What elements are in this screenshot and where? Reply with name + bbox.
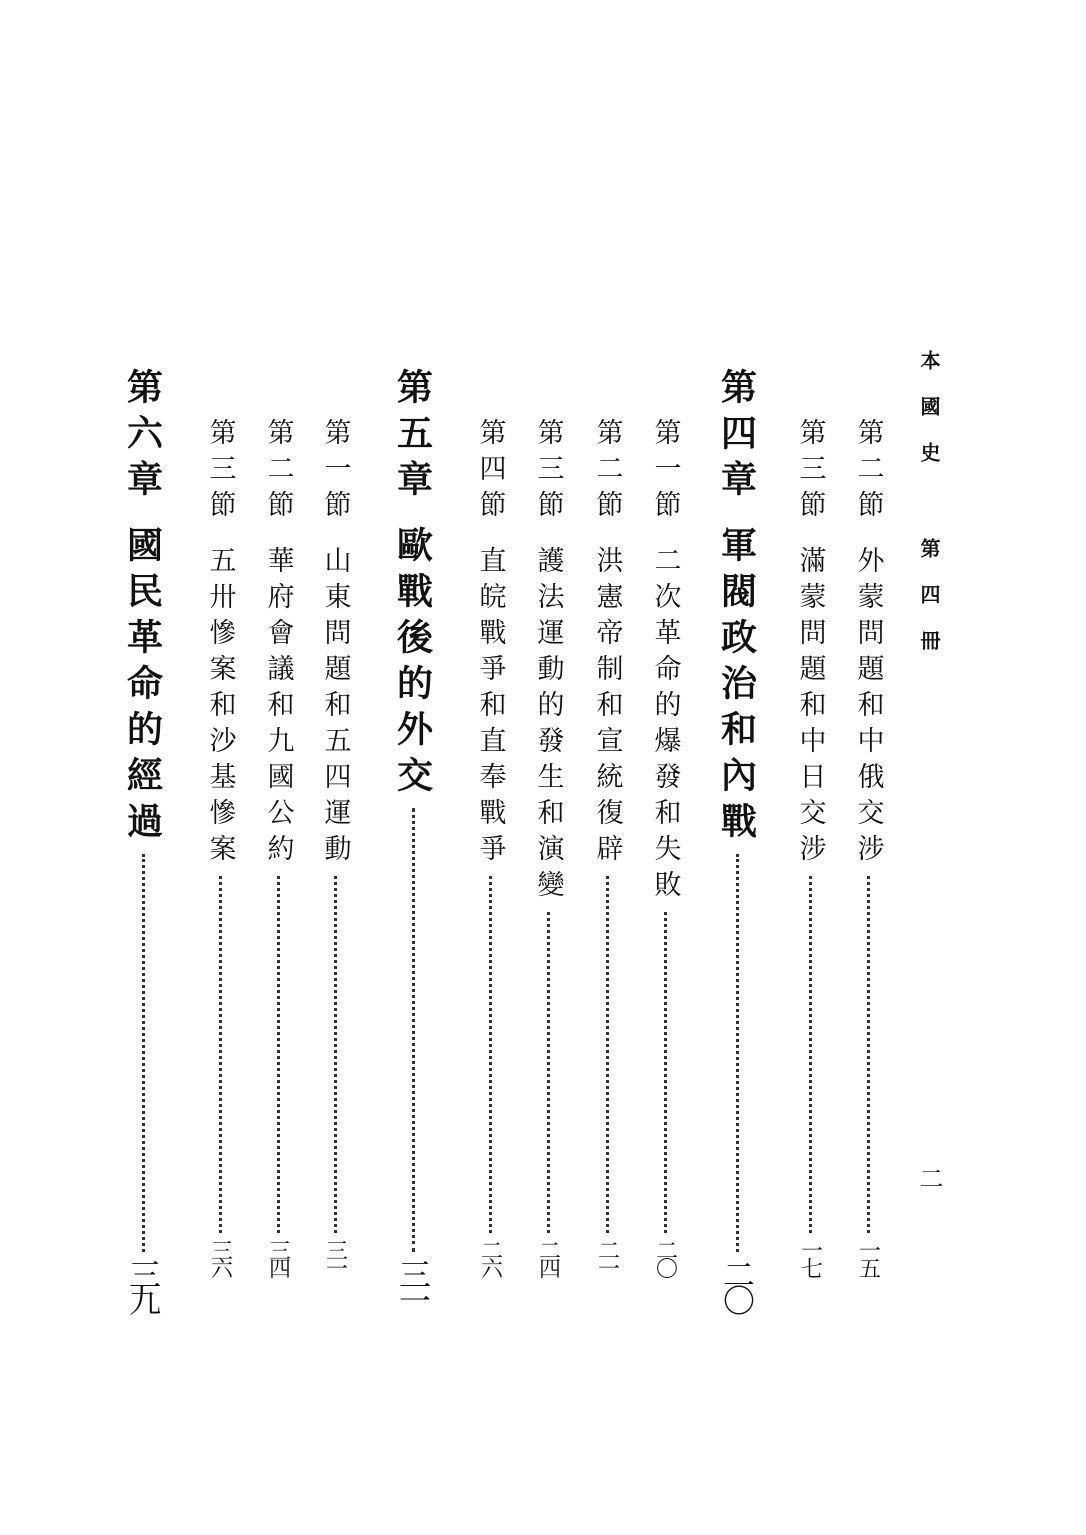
entry-page-number: 一七 xyxy=(797,1239,823,1275)
entry-page-number: 三一 xyxy=(322,1239,348,1275)
entry-title: 外蒙問題和中俄交涉 xyxy=(852,546,884,870)
toc-chapter-entry xyxy=(118,368,168,1310)
entry-title: 軍閥政治和內戰 xyxy=(715,526,758,848)
entry-title: 華府會議和九國公約 xyxy=(262,546,294,870)
running-header xyxy=(912,350,947,1190)
entry-page-number: 三六 xyxy=(207,1239,233,1275)
entry-label: 第一節 xyxy=(319,418,351,526)
dot-leader xyxy=(334,876,337,1233)
entry-label: 第二節 xyxy=(852,418,884,526)
toc-section-entry xyxy=(645,418,685,1275)
entry-label: 第四節 xyxy=(474,418,506,526)
dot-leader xyxy=(809,876,812,1233)
dot-leader xyxy=(736,854,739,1252)
entry-page-number: 二六 xyxy=(477,1239,503,1275)
dot-leader xyxy=(277,876,280,1233)
entry-page-number: 三四 xyxy=(265,1239,291,1275)
toc-section-entry xyxy=(528,418,568,1275)
toc-section-entry xyxy=(848,418,888,1275)
entry-page-number: 一五 xyxy=(855,1239,881,1275)
entry-title: 歐戰後的外交 xyxy=(391,526,434,802)
toc-section-entry xyxy=(315,418,355,1275)
dot-leader xyxy=(489,876,492,1233)
toc-chapter-entry xyxy=(388,368,438,1310)
entry-label: 第二節 xyxy=(591,418,623,526)
entry-page-number: 二〇 xyxy=(652,1239,678,1275)
dot-leader xyxy=(664,912,667,1233)
entry-title: 護法運動的發生和演變 xyxy=(532,546,564,906)
toc-chapter-entry xyxy=(712,368,762,1310)
dot-leader xyxy=(219,876,222,1233)
entry-label: 第三節 xyxy=(204,418,236,526)
entry-title: 直皖戰爭和直奉戰爭 xyxy=(474,546,506,870)
dot-leader xyxy=(606,876,609,1233)
dot-leader xyxy=(547,912,550,1233)
entry-page-number: 二一 xyxy=(594,1239,620,1275)
entry-page-number: 三九 xyxy=(124,1258,162,1310)
entry-label: 第三節 xyxy=(532,418,564,526)
entry-label: 第五章 xyxy=(391,368,434,506)
toc-section-entry xyxy=(470,418,510,1275)
entry-label: 第三節 xyxy=(794,418,826,526)
toc-section-entry xyxy=(258,418,298,1275)
dot-leader xyxy=(867,876,870,1233)
entry-title: 洪憲帝制和宣統復辟 xyxy=(591,546,623,870)
toc-section-entry xyxy=(587,418,627,1275)
entry-title: 滿蒙問題和中日交涉 xyxy=(794,546,826,870)
entry-page-number: 三一 xyxy=(394,1258,432,1310)
book-title: 本國史 第四冊 xyxy=(917,350,941,676)
page-number: 二 xyxy=(915,1166,943,1190)
toc-section-entry xyxy=(200,418,240,1275)
entry-title: 五卅慘案和沙基慘案 xyxy=(204,546,236,870)
entry-page-number: 二〇 xyxy=(718,1258,756,1310)
toc-section-entry xyxy=(790,418,830,1275)
entry-title: 山東問題和五四運動 xyxy=(319,546,351,870)
entry-label: 第二節 xyxy=(262,418,294,526)
dot-leader xyxy=(142,854,145,1252)
entry-label: 第四章 xyxy=(715,368,758,506)
entry-label: 第六章 xyxy=(121,368,164,506)
entry-label: 第一節 xyxy=(649,418,681,526)
entry-title: 二次革命的爆發和失敗 xyxy=(649,546,681,906)
entry-title: 國民革命的經過 xyxy=(121,526,164,848)
dot-leader xyxy=(412,808,415,1252)
entry-page-number: 二四 xyxy=(535,1239,561,1275)
